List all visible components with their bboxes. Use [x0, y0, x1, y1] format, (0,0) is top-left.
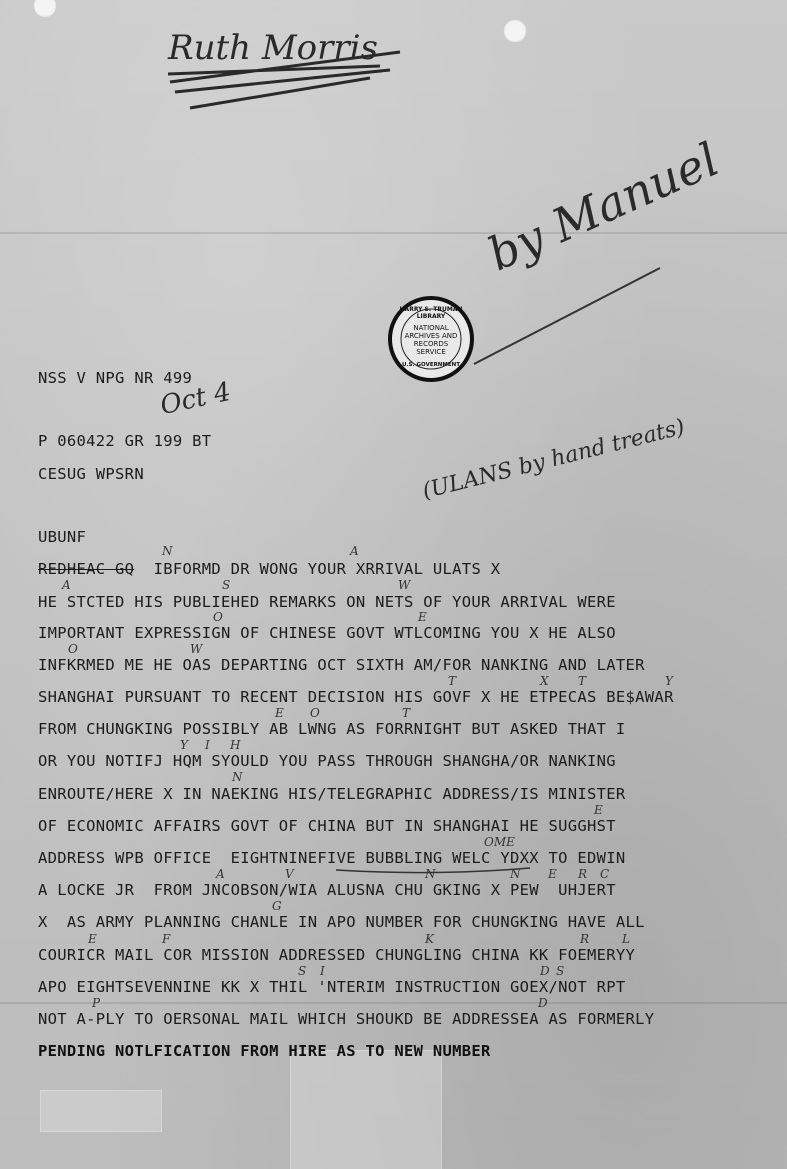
correction-mark: O [310, 706, 320, 720]
correction-mark: N [162, 544, 173, 558]
paper-fold [0, 1002, 787, 1004]
telegram-line: NOT A-PLY TO OERSONAL MAIL WHICH SHOUKD BE ADDRESSEA AS FORMERLY [38, 1010, 655, 1028]
telegram-line: COURICR MAIL COR MISSION ADDRESSED CHUNGLING CHINA KK FOEMERYY [38, 946, 636, 964]
archive-stamp [388, 296, 474, 382]
correction-mark: S [222, 578, 231, 592]
correction-mark: E [275, 706, 284, 720]
correction-mark: L [622, 932, 630, 946]
telegram-line: HE STCTED HIS PUBLIEHED REMARKS ON NETS OF YOUR ARRIVAL WERE [38, 593, 616, 611]
correction-mark: OME [484, 835, 515, 849]
correction-mark: Y [665, 674, 673, 688]
tape-mark [40, 1090, 162, 1132]
correction-mark: E [418, 610, 427, 624]
stamp-bottom-text: U.S. GOVERNMENT [402, 362, 460, 368]
correction-mark: R [578, 867, 588, 881]
correction-mark: A [62, 578, 71, 592]
telegram-line: CESUG WPSRN [38, 465, 144, 483]
correction-mark: T [578, 674, 587, 688]
correction-mark: I [205, 738, 210, 752]
correction-mark: A [216, 867, 225, 881]
correction-mark: N [425, 867, 436, 881]
paper-fold [0, 232, 787, 234]
correction-mark: A [350, 544, 359, 558]
correction-mark: W [190, 642, 203, 656]
telegram-line: APO EIGHTSEVENNINE KK X THIL 'NTERIM INSTRUCTION GOEX/NOT RPT [38, 978, 626, 996]
correction-mark: I [320, 964, 325, 978]
signature-scribble [150, 30, 420, 120]
correction-mark: T [402, 706, 411, 720]
stamp-line-3: RECORDS [413, 340, 449, 348]
correction-mark: S [556, 964, 565, 978]
correction-mark: C [600, 867, 610, 881]
punch-hole [33, 0, 57, 18]
correction-mark: T [448, 674, 457, 688]
correction-mark: V [285, 867, 294, 881]
correction-mark: X [540, 674, 549, 688]
correction-mark: D [540, 964, 550, 978]
telegram-line: ADDRESS WPB OFFICE EIGHTNINEFIVE BUBBLING WELC YDXX TO EDWIN [38, 849, 626, 867]
telegram-line: INFKRMED ME HE OAS DEPARTING OCT SIXTH AM/FOR NANKING AND LATER [38, 656, 645, 674]
correction-mark: E [88, 932, 97, 946]
telegram-line: P 060422 GR 199 BT [38, 432, 212, 450]
struck-text: REDHEAC GQ [38, 560, 135, 578]
stamp-ring-text: HARRY S. TRUMAN LIBRARY [399, 306, 463, 320]
handwritten-note: by Manuel [480, 132, 727, 282]
telegram-line: NSS V NPG NR 499 [38, 369, 193, 387]
telegram-line-5 [38, 560, 500, 578]
stamp-center-text [392, 324, 470, 356]
telegram-line: X AS ARMY PLANNING CHANLE IN APO NUMBER FOR CHUNGKING HAVE ALL [38, 913, 645, 931]
margin-note: (ULANS by hand treats) [420, 414, 688, 505]
telegram-line: UBUNF [38, 528, 87, 546]
correction-mark: N [510, 867, 521, 881]
correction-mark: H [230, 738, 241, 752]
correction-mark: G [272, 899, 282, 913]
correction-mark: N [232, 770, 243, 784]
correction-mark: O [213, 610, 223, 624]
tape-mark [290, 1050, 442, 1169]
correction-mark: E [548, 867, 557, 881]
correction-mark: F [162, 932, 171, 946]
correction-mark: O [68, 642, 78, 656]
telegram-line-5-text: IBFORMD DR WONG YOUR XRRIVAL ULATS X [153, 560, 501, 578]
stamp-line-1: NATIONAL [413, 324, 449, 332]
note-underline [470, 260, 670, 370]
header-signature: Ruth Morris [168, 28, 378, 68]
handwritten-date: Oct 4 [157, 376, 234, 422]
stamp-line-2: ARCHIVES AND [404, 332, 458, 340]
correction-mark: S [298, 964, 307, 978]
telegram-line: ENROUTE/HERE X IN NAEKING HIS/TELEGRAPHIC ADDRESS/IS MINISTER [38, 785, 626, 803]
correction-mark: P [92, 996, 101, 1010]
telegram-line: FROM CHUNGKING POSSIBLY AB LWNG AS FORRNIGHT BUT ASKED THAT I [38, 720, 626, 738]
correction-mark: K [425, 932, 434, 946]
correction-mark: Y [180, 738, 188, 752]
correction-mark: D [538, 996, 548, 1010]
telegram-line: PENDING NOTLFICATION FROM HIRE AS TO NEW NUMBER [38, 1042, 491, 1060]
telegram-line: IMPORTANT EXPRESSIGN OF CHINESE GOVT WTLCOMING YOU X HE ALSO [38, 624, 616, 642]
correction-mark: E [594, 803, 603, 817]
correction-mark: W [398, 578, 411, 592]
telegram-line: SHANGHAI PURSUANT TO RECENT DECISION HIS GOVF X HE ETPECAS BE$AWAR [38, 688, 674, 706]
telegram-line: OR YOU NOTIFJ HQM SYOULD YOU PASS THROUGH SHANGHA/OR NANKING [38, 752, 616, 770]
stamp-line-4: SERVICE [416, 348, 446, 356]
correction-mark: R [580, 932, 590, 946]
punch-hole [503, 19, 527, 43]
telegram-line: A LOCKE JR FROM JNCOBSON/WIA ALUSNA CHU GKING X PEW UHJERT [38, 881, 616, 899]
telegram-line: OF ECONOMIC AFFAIRS GOVT OF CHINA BUT IN SHANGHAI HE SUGGHST [38, 817, 616, 835]
